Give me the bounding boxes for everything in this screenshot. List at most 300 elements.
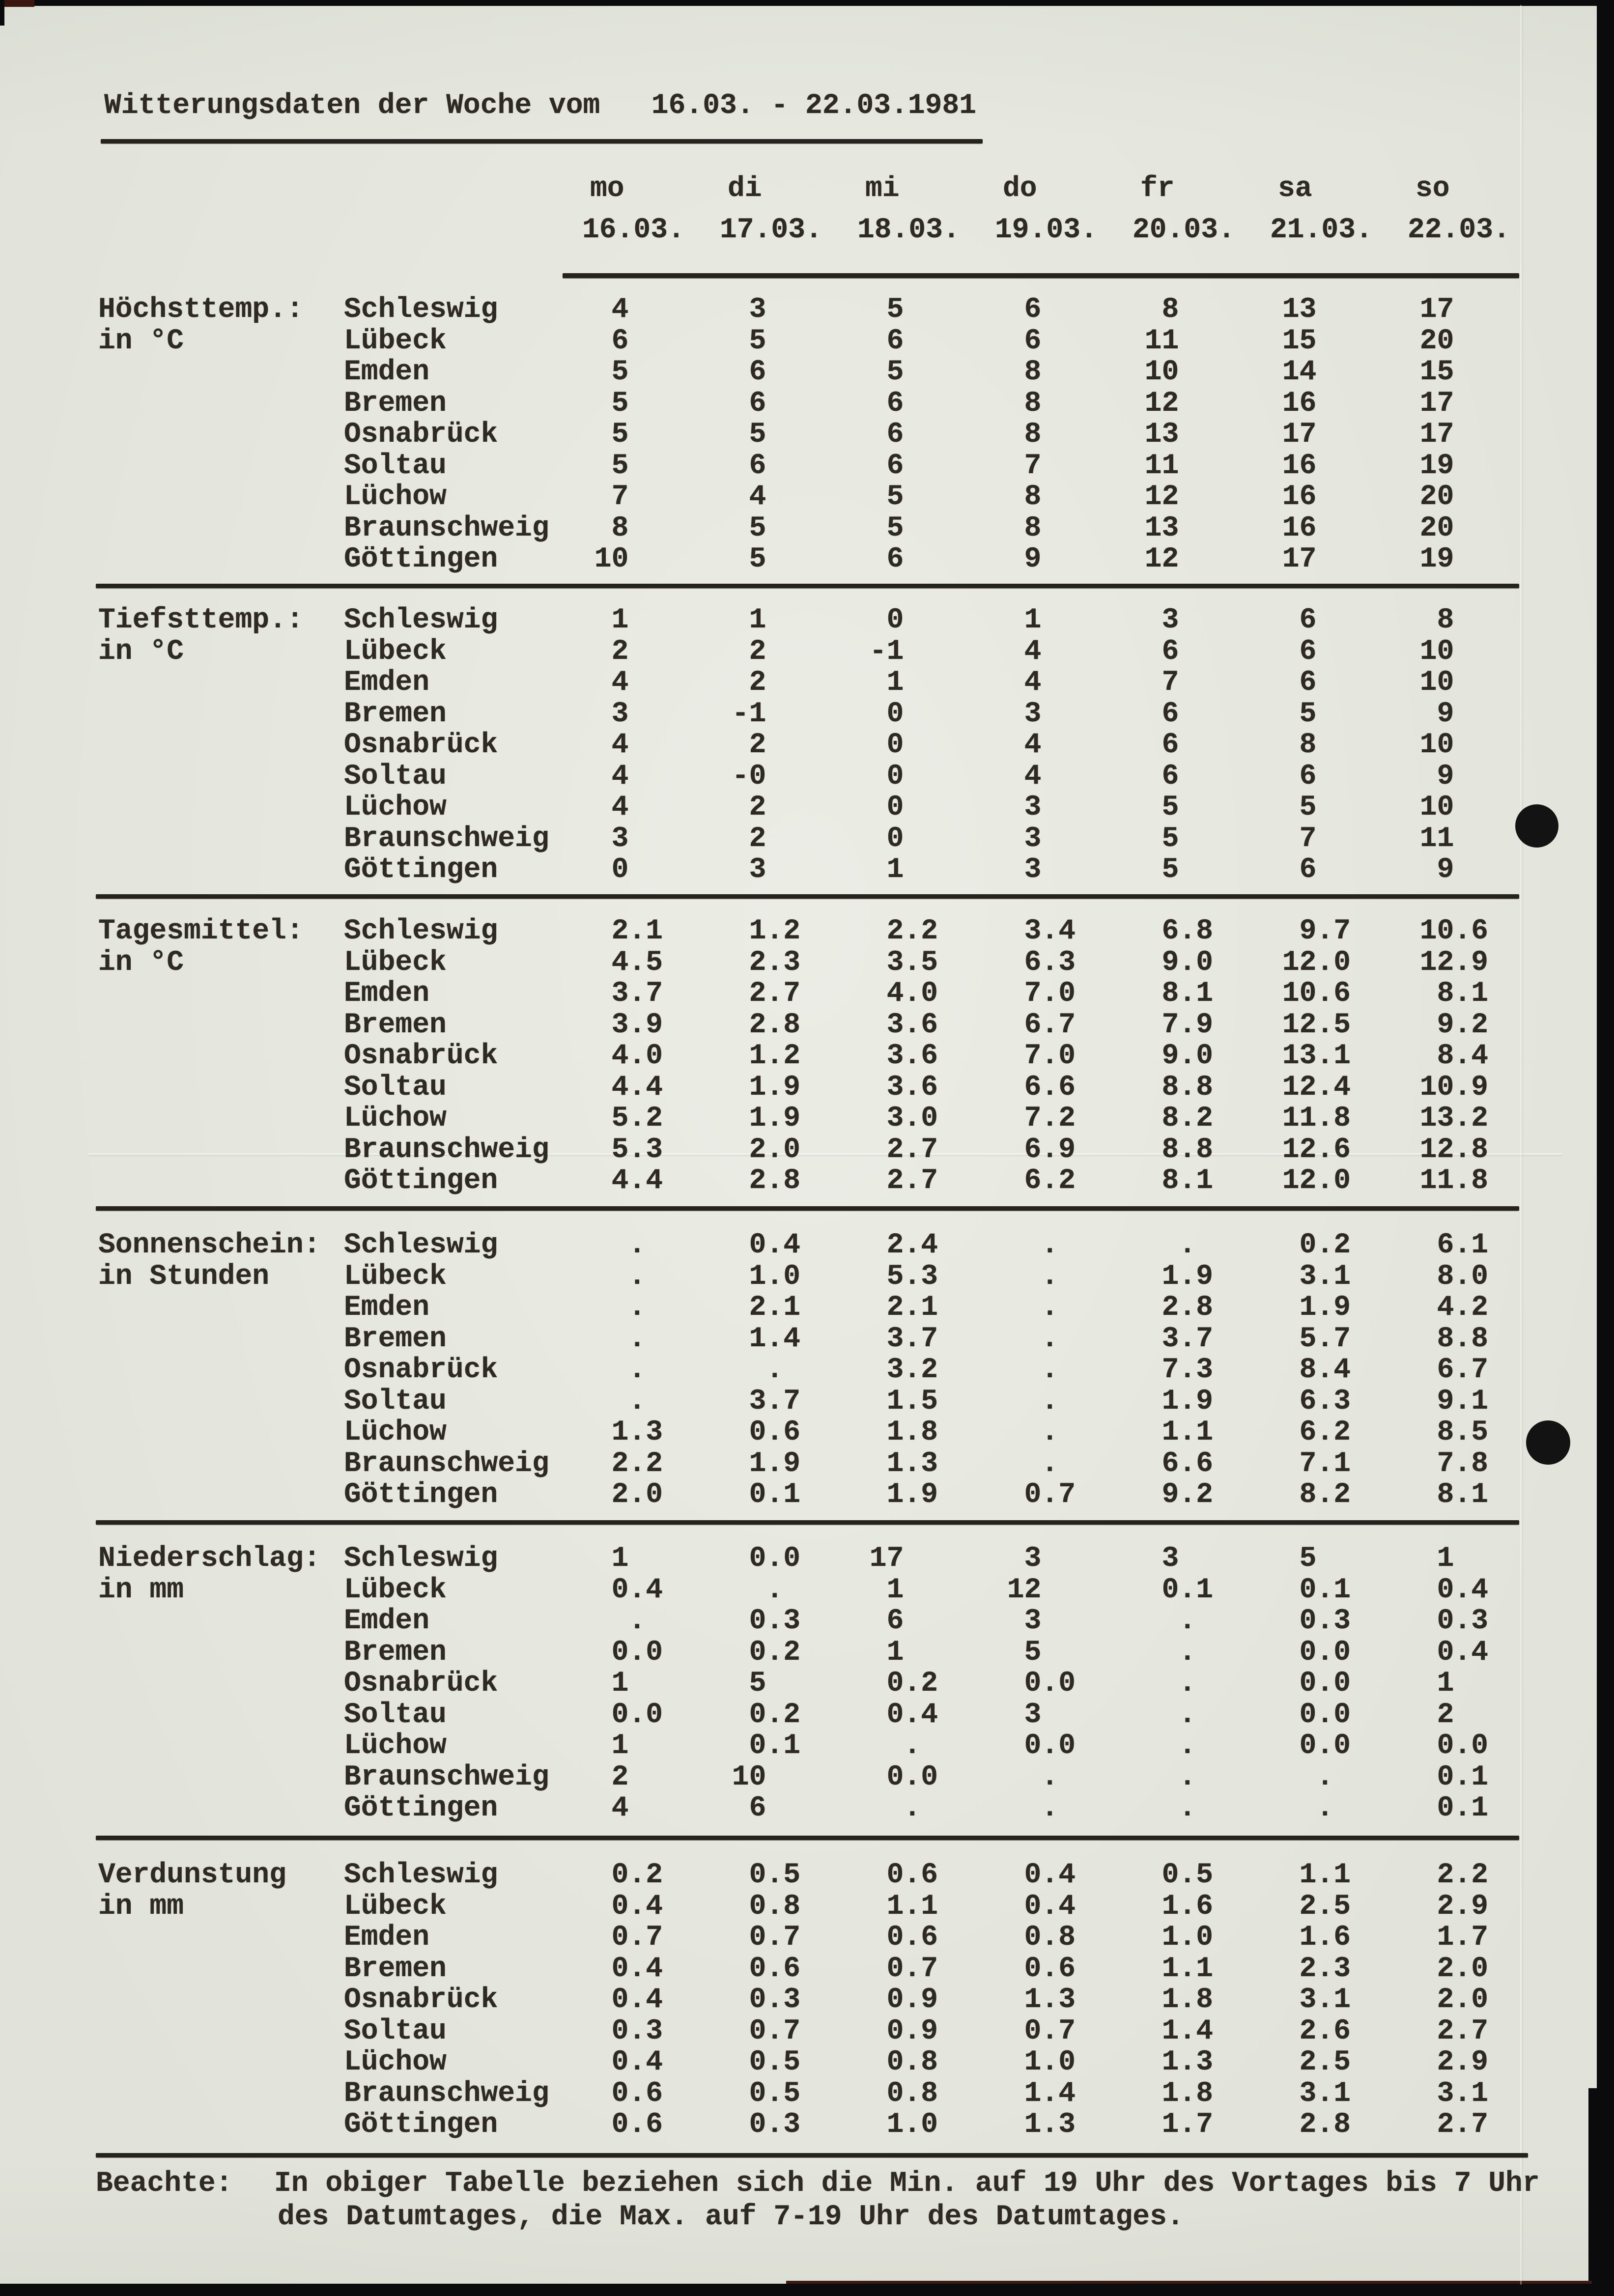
value-cell: 0.2 [715,1699,801,1731]
value-cell: 17 [1403,387,1489,420]
value-cell: 12 [990,1574,1076,1606]
value-cell: 3 [990,1605,1076,1637]
city-label: Lübeck [344,325,447,357]
value-cell: . [990,1323,1076,1355]
value-cell: 6 [715,1792,801,1824]
value-cell: 8 [990,356,1076,388]
value-cell: 12.0 [1265,946,1351,979]
value-cell: 6 [990,294,1076,326]
table-row [344,1637,1528,1669]
weekday-header: so [1416,173,1450,205]
value-cell: 12.6 [1265,1134,1351,1166]
value-cell: 0 [852,792,938,823]
value-cell: 6.7 [990,1009,1076,1041]
city-label: Osnabrück [344,729,498,761]
footer-note-label: Beachte: [96,2168,233,2200]
value-cell: 8.1 [1403,978,1489,1010]
city-label: Soltau [344,1071,447,1104]
value-cell: 13.2 [1403,1103,1489,1134]
value-cell: 7 [1265,822,1351,855]
value-cell: 0.0 [1403,1730,1489,1762]
table-row [344,605,1528,636]
value-cell: 12.4 [1265,1071,1351,1104]
section-label [98,1543,320,1606]
table-row [344,1230,1528,1261]
value-cell: 0.1 [715,1730,801,1762]
city-label: Lübeck [344,1260,447,1293]
value-cell: 0.6 [852,1859,938,1891]
table-row [344,1292,1528,1324]
value-cell: 3.6 [852,1009,938,1041]
city-label: Emden [344,1605,430,1637]
table-row [344,1072,1528,1104]
value-cell: 5 [715,512,801,544]
value-cell: 2.9 [1403,2046,1489,2078]
value-cell: 0.0 [1265,1699,1351,1731]
footer-note-line1: In obiger Tabelle beziehen sich die Min. auf 19 Uhr des Vortages bis 7 Uhr [274,2168,1540,2200]
scan-edge-bottom [0,2284,1614,2296]
value-cell: 3 [990,1699,1076,1731]
value-cell: . [990,1417,1076,1448]
value-cell: 10.6 [1265,978,1351,1010]
value-cell: 8.8 [1128,1071,1214,1104]
city-label: Göttingen [344,1479,498,1511]
footer-note-line2: des Datumtages, die Max. auf 7-19 Uhr des Datumtages. [278,2201,1184,2233]
value-cell: 2.6 [1265,2015,1351,2047]
table-row [344,1479,1528,1511]
value-cell: 0.7 [990,1479,1076,1511]
city-label: Schleswig [344,1859,498,1891]
value-cell: 0.8 [852,2077,938,2110]
value-cell: 0.4 [1403,1574,1489,1606]
value-cell: 1 [852,1574,938,1606]
value-cell: 4 [577,294,663,326]
value-cell: 5 [715,543,801,575]
table-row [344,667,1528,699]
city-label: Emden [344,1922,430,1954]
value-cell: 0.3 [715,1605,801,1637]
table-row [344,1134,1528,1166]
value-cell: 3.9 [577,1009,663,1041]
value-cell: 5 [852,512,938,544]
value-cell: 0.4 [577,2046,663,2078]
city-label: Bremen [344,1953,447,1985]
value-cell: . [1128,1636,1214,1669]
city-label: Göttingen [344,854,498,886]
value-cell: 2.5 [1265,2046,1351,2078]
value-cell: 5 [1128,822,1214,855]
red-corner-mark [0,0,34,7]
value-cell: 9 [1403,760,1489,793]
value-cell: 6 [1265,635,1351,668]
table-row [344,761,1528,793]
section-rule [96,584,1519,588]
value-cell: 3 [577,698,663,730]
table-row [344,451,1528,482]
value-cell: . [1128,1761,1214,1793]
value-cell: 1.9 [715,1103,801,1134]
value-cell: 3.1 [1403,2077,1489,2110]
value-cell: 4 [577,667,663,699]
value-cell: 9 [1403,854,1489,886]
value-cell: 2.5 [1265,1890,1351,1923]
value-cell: 3.2 [852,1354,938,1386]
section-rows [344,916,1528,1197]
value-cell: 0.4 [852,1699,938,1731]
value-cell: 2 [715,822,801,855]
value-cell: 1.9 [852,1479,938,1511]
value-cell: 0.4 [990,1859,1076,1891]
value-cell: 3.6 [852,1071,938,1104]
city-label: Osnabrück [344,1668,498,1700]
value-cell: 17 [1265,543,1351,575]
weekday-header: mo [590,173,624,205]
value-cell: 2.7 [1403,2109,1489,2141]
city-label: Emden [344,978,430,1010]
table-row [344,1954,1528,1985]
section-label-line2: in °C [98,946,184,979]
table-row [344,1543,1528,1575]
value-cell: 0.0 [1265,1636,1351,1669]
value-cell: 3 [715,294,801,326]
city-label: Schleswig [344,1229,498,1261]
value-cell: 0 [852,698,938,730]
value-cell: 13 [1128,512,1214,544]
table-row [344,1575,1528,1606]
value-cell: 1.6 [1265,1922,1351,1954]
value-cell: 13 [1128,419,1214,451]
value-cell: 1.1 [1265,1859,1351,1891]
value-cell: 3 [990,1543,1076,1575]
value-cell: 7 [577,481,663,513]
header-rule [563,273,1519,278]
value-cell: 5 [852,356,938,388]
value-cell: 7.3 [1128,1354,1214,1386]
value-cell: -1 [715,698,801,730]
value-cell: 16 [1265,512,1351,544]
value-cell: 7.9 [1128,1009,1214,1041]
value-cell: 12.0 [1265,1165,1351,1197]
city-label: Lüchow [344,1417,447,1448]
section-rule [96,894,1519,899]
value-cell: 17 [852,1543,938,1575]
value-cell: 0.0 [1265,1668,1351,1700]
value-cell: 5.3 [852,1260,938,1293]
value-cell: 2.2 [852,915,938,947]
value-cell: 8 [577,512,663,544]
table-row [344,1261,1528,1293]
value-cell: 2.8 [1128,1292,1214,1324]
value-cell: 2 [715,635,801,668]
value-cell: 0.6 [715,1417,801,1448]
section-rows [344,294,1528,575]
value-cell: 1.4 [1128,2015,1214,2047]
value-cell: 3 [715,854,801,886]
value-cell: 0.4 [1403,1636,1489,1669]
value-cell: 8.8 [1128,1134,1214,1166]
value-cell: 1 [990,604,1076,636]
value-cell: 6 [852,419,938,451]
value-cell: 6.6 [990,1071,1076,1104]
value-cell: 0.4 [577,1574,663,1606]
value-cell: . [577,1605,663,1637]
table-row [344,326,1528,357]
city-label: Schleswig [344,604,498,636]
value-cell: 5 [1265,1543,1351,1575]
value-cell: 12.8 [1403,1134,1489,1166]
table-row [344,947,1528,979]
value-cell: 15 [1265,325,1351,357]
section-label [98,916,304,978]
value-cell: 0.4 [715,1229,801,1261]
value-cell: 0.5 [715,2077,801,2110]
value-cell: 6 [715,387,801,420]
value-cell: 6 [1128,760,1214,793]
table-row [344,1793,1528,1824]
table-row [344,2109,1528,2141]
table-row [344,2047,1528,2078]
value-cell: . [852,1792,938,1824]
table-row [344,1103,1528,1134]
value-cell: 8 [990,481,1076,513]
table-row [344,544,1528,575]
city-label: Osnabrück [344,1984,498,2016]
value-cell: 1.2 [715,915,801,947]
section-rule [96,2153,1528,2157]
value-cell: 2.8 [1265,2109,1351,2141]
value-cell: 1.9 [1128,1260,1214,1293]
value-cell: 17 [1403,294,1489,326]
value-cell: 3.7 [715,1385,801,1417]
value-cell: 6.7 [1403,1354,1489,1386]
city-label: Lübeck [344,635,447,668]
value-cell: 5 [577,450,663,482]
value-cell: 0 [852,760,938,793]
value-cell: 4 [577,729,663,761]
value-cell: 4.2 [1403,1292,1489,1324]
value-cell: 5 [1128,854,1214,886]
city-label: Göttingen [344,2109,498,2141]
value-cell: 4.0 [577,1040,663,1072]
value-cell: 8.4 [1403,1040,1489,1072]
value-cell: 3.7 [1128,1323,1214,1355]
value-cell: 6 [852,387,938,420]
value-cell: 10 [577,543,663,575]
value-cell: 10 [1403,792,1489,823]
value-cell: 8 [990,387,1076,420]
section-label-line1: Sonnenschein: [98,1229,321,1261]
value-cell: 0.1 [1128,1574,1214,1606]
value-cell: 3.5 [852,946,938,979]
table-row [344,823,1528,855]
value-cell: 12 [1128,387,1214,420]
city-label: Lübeck [344,1890,447,1923]
value-cell: 16 [1265,481,1351,513]
header-dates-row [565,215,1528,246]
value-cell: . [990,1792,1076,1824]
table-row [344,513,1528,544]
section-label [98,605,304,667]
value-cell: 6.2 [1265,1417,1351,1448]
value-cell: 12 [1128,543,1214,575]
city-label: Soltau [344,1385,447,1417]
value-cell: 20 [1403,512,1489,544]
value-cell: 10 [1403,667,1489,699]
value-cell: 8 [1265,729,1351,761]
value-cell: 0 [852,729,938,761]
value-cell: 11 [1403,822,1489,855]
value-cell: 7.8 [1403,1447,1489,1480]
table-row [344,1165,1528,1197]
value-cell: 0.2 [715,1636,801,1669]
value-cell: 13 [1265,294,1351,326]
value-cell: . [577,1260,663,1293]
table-row [344,294,1528,326]
value-cell: 5 [1128,792,1214,823]
value-cell: 6 [852,1605,938,1637]
value-cell: 0.4 [577,1953,663,1985]
weekday-header: di [728,173,762,205]
table-row [344,636,1528,668]
value-cell: 10.9 [1403,1071,1489,1104]
value-cell: 1.8 [1128,1984,1214,2016]
value-cell: 0.6 [577,2109,663,2141]
weekday-header: sa [1278,173,1312,205]
date-header: 20.03. [1133,214,1235,246]
value-cell: 5 [852,294,938,326]
value-cell: 2 [715,792,801,823]
section-label-line1: Tiefsttemp.: [98,604,304,636]
date-header: 18.03. [857,214,960,246]
value-cell: 6.2 [990,1165,1076,1197]
value-cell: 3 [990,854,1076,886]
header-days-row [565,173,1528,205]
value-cell: 8.2 [1128,1103,1214,1134]
value-cell: 4.4 [577,1071,663,1104]
weekday-header: mi [865,173,900,205]
value-cell: 0.7 [990,2015,1076,2047]
value-cell: 16 [1265,450,1351,482]
value-cell: 19 [1403,450,1489,482]
value-cell: 6 [1265,604,1351,636]
value-cell: 7 [1128,667,1214,699]
value-cell: 17 [1403,419,1489,451]
value-cell: 2.4 [852,1229,938,1261]
value-cell: 1.1 [1128,1953,1214,1985]
value-cell: 1.0 [990,2046,1076,2078]
value-cell: . [1265,1761,1351,1793]
value-cell: 0.4 [577,1984,663,2016]
value-cell: . [1128,1605,1214,1637]
city-label: Schleswig [344,1543,498,1575]
value-cell: 8 [1128,294,1214,326]
value-cell: 6.6 [1128,1447,1214,1480]
value-cell: 1.0 [852,2109,938,2141]
table-row [344,1010,1528,1041]
value-cell: 0 [852,822,938,855]
value-cell: 6 [852,450,938,482]
value-cell: 5 [577,356,663,388]
value-cell: 6 [1265,854,1351,886]
value-cell: 2.1 [852,1292,938,1324]
value-cell: 0.9 [852,2015,938,2047]
value-cell: . [852,1730,938,1762]
value-cell: 1.3 [990,2109,1076,2141]
value-cell: 1.3 [577,1417,663,1448]
value-cell: 4.0 [852,978,938,1010]
value-cell: 4 [990,635,1076,668]
section-label-line2: in °C [98,325,184,357]
section-rows [344,1860,1528,2141]
value-cell: 15 [1403,356,1489,388]
value-cell: 0.7 [577,1922,663,1954]
value-cell: 1 [852,1636,938,1669]
city-label: Soltau [344,2015,447,2047]
city-label: Göttingen [344,1165,498,1197]
value-cell: . [990,1761,1076,1793]
city-label: Lüchow [344,1103,447,1134]
value-cell: 8.4 [1265,1354,1351,1386]
value-cell: . [1128,1792,1214,1824]
value-cell: 5.7 [1265,1323,1351,1355]
value-cell: 0.5 [715,1859,801,1891]
value-cell: 0.0 [852,1761,938,1793]
value-cell: 7 [990,450,1076,482]
section-rows [344,1543,1528,1824]
value-cell: 4 [577,792,663,823]
value-cell: 1 [577,1730,663,1762]
value-cell: 0.0 [577,1699,663,1731]
table-row [344,2078,1528,2110]
value-cell: 4 [990,729,1076,761]
value-cell: . [1128,1699,1214,1731]
date-header: 17.03. [720,214,822,246]
value-cell: . [1128,1229,1214,1261]
table-row [344,1762,1528,1793]
section-label [98,1230,320,1292]
value-cell: 2 [715,667,801,699]
value-cell: 0.7 [715,1922,801,1954]
city-label: Emden [344,356,430,388]
value-cell: 0.1 [1403,1761,1489,1793]
table-row [344,1922,1528,1954]
value-cell: 2.7 [852,1134,938,1166]
value-cell: 6.3 [1265,1385,1351,1417]
value-cell: . [715,1574,801,1606]
value-cell: 6.3 [990,946,1076,979]
city-label: Schleswig [344,915,498,947]
value-cell: 6.8 [1128,915,1214,947]
value-cell: 4 [990,667,1076,699]
value-cell: 1.6 [1128,1890,1214,1923]
value-cell: 2 [1403,1699,1489,1731]
value-cell: 3.7 [852,1323,938,1355]
value-cell: 3.1 [1265,1984,1351,2016]
city-label: Göttingen [344,543,498,575]
table-row [344,388,1528,420]
value-cell: 4 [715,481,801,513]
value-cell: 2.2 [577,1447,663,1480]
value-cell: 7.1 [1265,1447,1351,1480]
value-cell: 2 [715,729,801,761]
value-cell: . [990,1292,1076,1324]
value-cell: 0.3 [577,2015,663,2047]
value-cell: 0.0 [1265,1730,1351,1762]
table-row [344,854,1528,886]
section-label [98,1860,286,1922]
city-label: Bremen [344,1323,447,1355]
section-rule [96,1836,1519,1840]
